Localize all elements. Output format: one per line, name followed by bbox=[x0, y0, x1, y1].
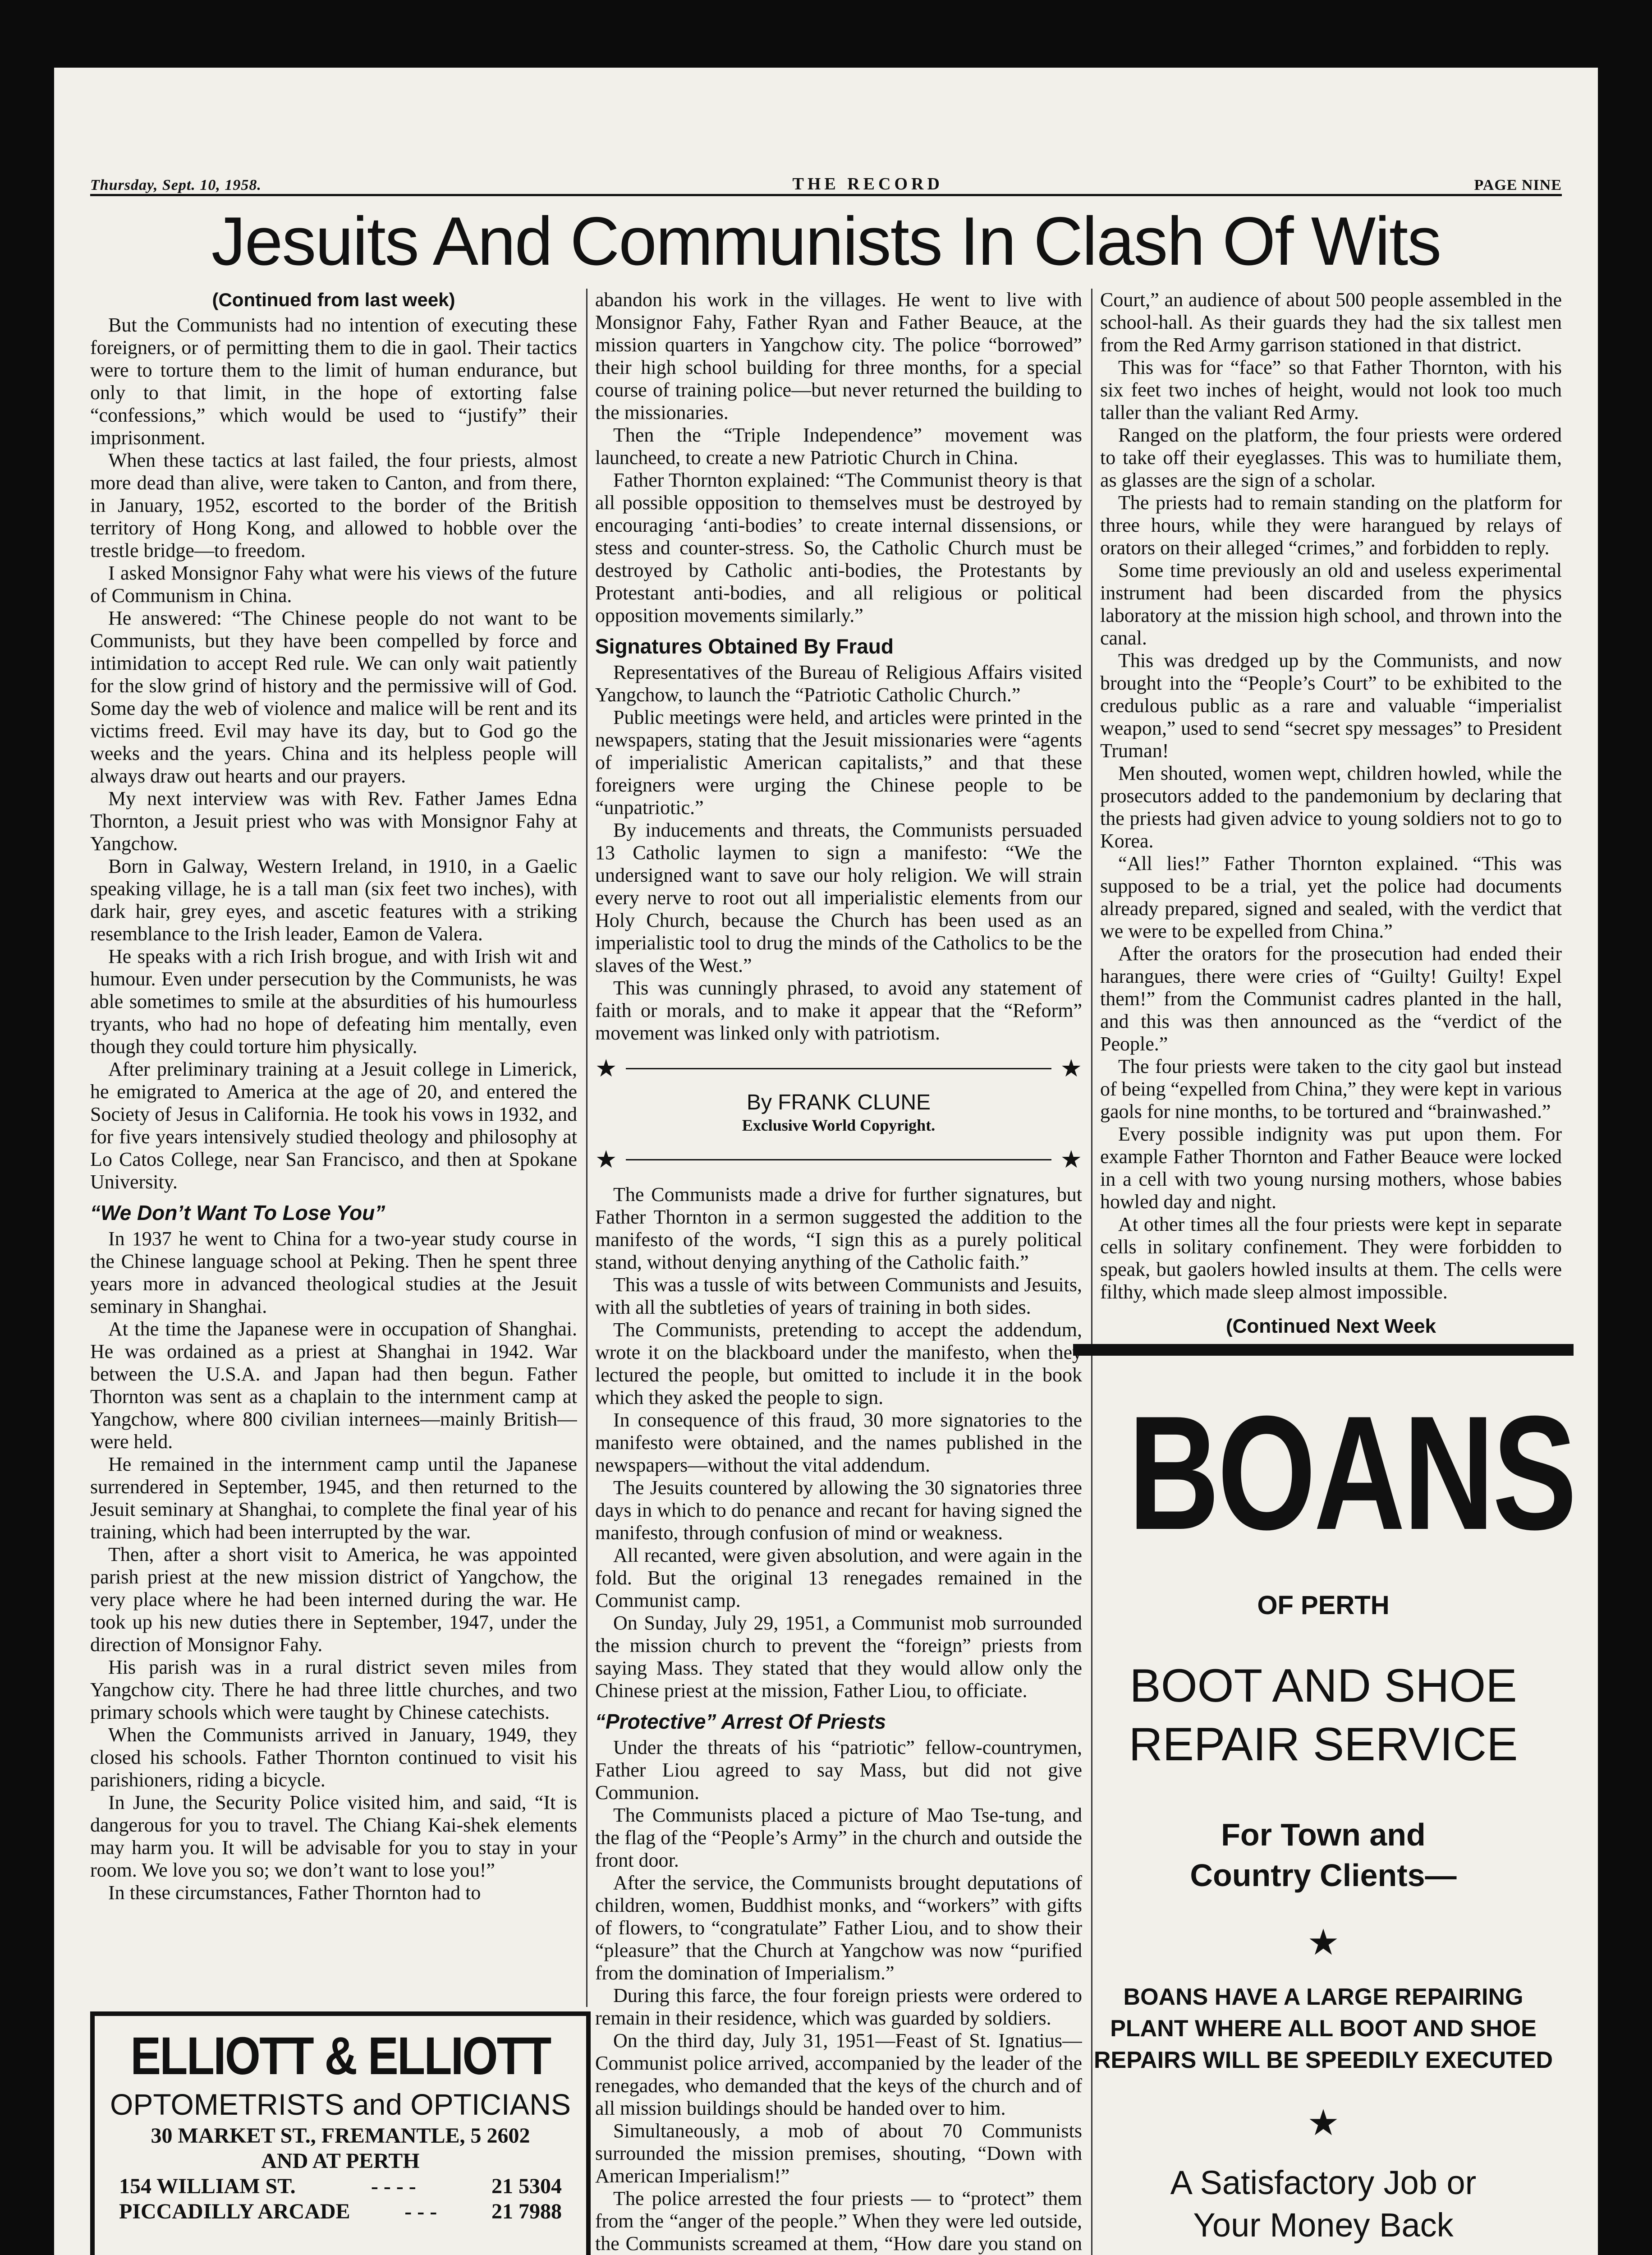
boans-of-perth: OF PERTH bbox=[1257, 1591, 1390, 1620]
subheading: “Protective” Arrest Of Priests bbox=[595, 1710, 886, 1733]
boans-ad bbox=[1073, 1344, 1574, 2255]
byline-box bbox=[595, 1056, 1082, 1172]
paragraph: Men shouted, women wept, children howled, while the prosecutors added to the pandemonium by declaring that the priests had given advice to young soldiers not to go to Korea. bbox=[1100, 762, 1562, 852]
paragraph: This was for “face” so that Father Thornton, with his six feet two inches of height, would not look too much taller than the valiant Red Army. bbox=[1100, 356, 1562, 423]
paragraph: Court,” an audience of about 500 people assembled in the school-hall. As their guards they had the six tallest men from the Red Army garrison stationed in that district. bbox=[1100, 289, 1562, 356]
paragraph: He answered: “The Chinese people do not want to be Communists, but they have been compelled by force and intimidation to accept Red rule. We can only wait patiently for the slow grind of history and the permissive will of God. Some day the web of violence and malice will be rent and its victims freed. Evil may have its day, but to God go the weeks and the years. China and its helpless people will always draw out hearts and our prayers. bbox=[90, 607, 577, 787]
headline: Jesuits And Communists In Clash Of Wits bbox=[211, 203, 1441, 280]
boans-plant-line: BOANS HAVE A LARGE REPAIRING bbox=[1123, 1984, 1524, 2010]
boans-clients-line: For Town and bbox=[1221, 1817, 1426, 1852]
continued-from: (Continued from last week) bbox=[212, 289, 455, 310]
boans-clients-line: Country Clients— bbox=[1190, 1858, 1457, 1893]
paragraph: In 1937 he went to China for a two-year study course in the Chinese language school at Peking. Then he spent three years more in advanced theological studies at the Jesuit seminary in Shanghai. bbox=[90, 1228, 577, 1317]
paragraph: After the orators for the prosecution had ended their harangues, there were cries of “Guilty! Guilty! Expel them!” from the Communist cadres planted in the hall, and this was then announced as the “verdict of the People.” bbox=[1100, 943, 1562, 1055]
paragraph: The Communists placed a picture of Mao Tse-tung, and the flag of the “People’s Army” in the church and outside the front door. bbox=[595, 1804, 1082, 1871]
branch-phone: 21 7988 bbox=[491, 2200, 562, 2223]
paragraph: Simultaneously, a mob of about 70 Communists surrounded the mission premises, shouting, “Down with American Imperialism!” bbox=[595, 2120, 1082, 2187]
star-icon: ★ bbox=[1307, 2103, 1340, 2143]
paragraph: The police arrested the four priests — to “protect” them from the “anger of the people.” When they were led outside, the Communists screamed at them, “How dare you stand on bbox=[595, 2187, 1082, 2255]
continued-next-week: (Continued Next Week bbox=[1225, 1315, 1436, 1337]
paragraph: Then the “Triple Independence” movement was launcheed, to create a new Patriotic Church in China. bbox=[595, 424, 1082, 469]
elliott-address: 30 MARKET ST., FREMANTLE, 5 2602 bbox=[151, 2124, 530, 2148]
star-icon: ★ bbox=[1060, 1055, 1082, 1082]
star-icon: ★ bbox=[1060, 1146, 1082, 1173]
branch-phone: 21 5304 bbox=[491, 2174, 562, 2198]
paragraph: Father Thornton explained: “The Communist theory is that all possible opposition to themselves must be destroyed by encouraging ‘anti-bodies’ to create internal dissensions, or stess and counter-stress. So, the Catholic Church must be destroyed by Catholic anti-bodies, the Protestants by Protestant anti-bodies, and all religious or political opposition movements similarly.” bbox=[595, 469, 1082, 626]
paragraph: Then, after a short visit to America, he was appointed parish priest at the new mission district of Yangchow, the very place where he had been interned during the war. He took up his new duties there in September, 1947, under the direction of Monsignor Fahy. bbox=[90, 1543, 577, 1656]
paragraph: Under the threats of his “patriotic” fellow-countrymen, Father Liou agreed to say Mass, but did not give Communion. bbox=[595, 1736, 1082, 1804]
boans-plant-line: PLANT WHERE ALL BOOT AND SHOE bbox=[1110, 2016, 1537, 2042]
paragraph: All recanted, were given absolution, and were again in the fold. But the original 13 renegades remained in the Communist camp. bbox=[595, 1544, 1082, 1611]
elliott-branch-row bbox=[95, 2174, 586, 2199]
paragraph: I asked Monsignor Fahy what were his views of the future of Communism in China. bbox=[90, 562, 577, 607]
paragraph: “All lies!” Father Thornton explained. “This was supposed to be a trial, yet the police had documents already prepared, signed and sealed, with the verdict that we were to be expelled from China.” bbox=[1100, 852, 1562, 942]
paragraph: Public meetings were held, and articles were printed in the newspapers, stating that the Jesuit missionaries were “agents of imperialistic American capitalists,” and that these foreigners were urging the Chinese people to be “unpatriotic.” bbox=[595, 706, 1082, 819]
paragraph: abandon his work in the villages. He went to live with Monsignor Fahy, Father Ryan and Father Beauce, at the mission quarters in Yangchow city. The police “borrowed” their high school building for three months, for a special course of training police—but never returned the building to the missionaries. bbox=[595, 289, 1082, 423]
paragraph: This was dredged up by the Communists, and now brought into the “People’s Court” to be exhibited to the credulous public as a rare and valuable “imperialist weapon,” used to send “secret spy messages” to President Truman! bbox=[1100, 649, 1562, 762]
paragraph: This was a tussle of wits between Communists and Jesuits, with all the subtleties of years of training in both sides. bbox=[595, 1274, 1082, 1318]
paragraph: When these tactics at last failed, the four priests, almost more dead than alive, were taken to Canton, and from there, in January, 1952, escorted to the border of the British territory of Hong Kong, and allowed to hobble over the trestle bridge—to freedom. bbox=[90, 449, 577, 561]
boans-guarantee-line: Your Money Back bbox=[1193, 2206, 1454, 2244]
branch-name: PICCADILLY ARCADE bbox=[119, 2200, 350, 2223]
elliott-ad bbox=[90, 2011, 591, 2255]
paragraph: After the service, the Communists brought deputations of children, women, Buddhist monks, and “workers” with gifts of flowers, to “congratulate” Father Liou, and to show their “pleasure” that the Church at Yangchow was now “purified from the domination of Imperialism.” bbox=[595, 1872, 1082, 1984]
paragraph: At other times all the four priests were kept in separate cells in solitary confinement. They were forbidden to speak, but gaolers howled insults at them. The cells were filthy, which made sleep almost impossible. bbox=[1100, 1213, 1562, 1303]
paragraph: In June, the Security Police visited him, and said, “It is dangerous for you to travel. The Chiang Kai-shek elements may harm you. It will be advisable for you to stay in your room. We love you so; we don’t want to lose you!” bbox=[90, 1791, 577, 1881]
paragraph: He remained in the internment camp until the Japanese surrendered in September, 1945, and then returned to the Jesuit seminary at Shanghai, to complete the final year of his training, which had been interrupted by the war. bbox=[90, 1453, 577, 1543]
boans-logo: BOANS bbox=[1128, 1382, 1575, 1564]
paragraph: Every possible indignity was put upon them. For example Father Thornton and Father Beauce were locked in a cell with two young nursing mothers, whose babies howled day and night. bbox=[1100, 1123, 1562, 1213]
article-column-3 bbox=[1100, 289, 1562, 1461]
running-head bbox=[90, 175, 1562, 196]
paper-name: THE RECORD bbox=[792, 175, 943, 193]
paragraph: Ranged on the platform, the four priests were ordered to take off their eyeglasses. This was to humiliate them, as glasses are the sign of a scholar. bbox=[1100, 424, 1562, 491]
issue-date: Thursday, Sept. 10, 1958. bbox=[90, 177, 262, 193]
paragraph: He speaks with a rich Irish brogue, and with Irish wit and humour. Even under persecution by the Communists, he was able sometimes to smile at the absurdities of his humourless tryants, who had no hope of defeating him mentally, even though they could torture him physically. bbox=[90, 945, 577, 1058]
paragraph: On Sunday, July 29, 1951, a Communist mob surrounded the mission church to prevent the “foreign” priests from saying Mass. They stated that they would allow only the Chinese priest at the mission, Father Liou, to officiate. bbox=[595, 1612, 1082, 1702]
byline-copyright: Exclusive World Copyright. bbox=[742, 1116, 936, 1134]
subheading: Signatures Obtained By Fraud bbox=[595, 635, 894, 658]
paragraph: When the Communists arrived in January, 1949, they closed his schools. Father Thornton continued to visit his parishioners, riding a bicycle. bbox=[90, 1724, 577, 1791]
boans-service-line: BOOT AND SHOE bbox=[1129, 1660, 1517, 1712]
paragraph: During this farce, the four foreign priests were ordered to remain in their residence, which was guarded by soldiers. bbox=[595, 1984, 1082, 2029]
newspaper-page bbox=[54, 68, 1598, 2255]
paragraph: After preliminary training at a Jesuit college in Limerick, he emigrated to America at the age of 20, and entered the Society of Jesus in California. He took his vows in 1932, and for five years intensively studied theology and philosophy at Lo Catos College, near San Francisco, and then at Spokane University. bbox=[90, 1058, 577, 1193]
page-number: PAGE NINE bbox=[1474, 177, 1562, 193]
paragraph: On the third day, July 31, 1951—Feast of St. Ignatius—Communist police arrived, accompanied by the leader of the renegades, who demanded that the keys of the church and of all mission buildings should be handed over to him. bbox=[595, 2030, 1082, 2119]
paragraph: In these circumstances, Father Thornton had to bbox=[108, 1882, 481, 1904]
article-column-2 bbox=[595, 289, 1082, 2255]
elliott-address-perth: AND AT PERTH bbox=[261, 2149, 420, 2173]
branch-name: 154 WILLIAM ST. bbox=[119, 2174, 296, 2198]
paragraph: At the time the Japanese were in occupation of Shanghai. He was ordained as a priest at Shanghai in 1942. War between the U.S.A. and Japan had then begun. Father Thornton was sent as a chaplain to the internment camp at Yangchow, where 800 civilian internees—mainly British—were held. bbox=[90, 1318, 577, 1453]
paragraph: The priests had to remain standing on the platform for three hours, while they were harangued by relays of orators on their alleged “crimes,” and forbidden to reply. bbox=[1100, 492, 1562, 559]
paragraph: Representatives of the Bureau of Religious Affairs visited Yangchow, to launch the “Patriotic Catholic Church.” bbox=[595, 661, 1082, 706]
paragraph: This was cunningly phrased, to avoid any statement of faith or morals, and to make it appear that the “Reform” movement was linked only with patriotism. bbox=[595, 977, 1082, 1044]
paragraph: His parish was in a rural district seven miles from Yangchow city. There he had three little churches, and two primary schools which were taught by Chinese catechists. bbox=[90, 1656, 577, 1723]
subheading: “We Don’t Want To Lose You” bbox=[90, 1201, 385, 1224]
elliott-branch-row bbox=[95, 2199, 586, 2224]
column-rule bbox=[586, 289, 587, 2007]
paragraph: But the Communists had no intention of executing these foreigners, or of permitting them to die in gaol. Their tactics were to torture them to the limit of human endurance, but only to that limit, in the hope of extorting false “confessions,” which would be used to “justify” their imprisonment. bbox=[90, 314, 577, 449]
elliott-trade: OPTOMETRISTS and OPTICIANS bbox=[110, 2088, 571, 2121]
star-icon: ★ bbox=[595, 1146, 617, 1173]
paragraph: In consequence of this fraud, 30 more signatories to the manifesto were obtained, and the names published in the newspapers—without the vital addendum. bbox=[595, 1409, 1082, 1476]
paragraph: My next interview was with Rev. Father James Edna Thornton, a Jesuit priest who was with Monsignor Fahy at Yangchow. bbox=[90, 787, 577, 855]
paragraph: The Communists, pretending to accept the addendum, wrote it on the blackboard under the manifesto, when they lectured the people, but omitted to include it in the book which they asked the people to sign. bbox=[595, 1319, 1082, 1408]
paragraph: The four priests were taken to the city gaol but instead of being “expelled from China,” they were kept in various gaols for nine months, to be tortured and “brainwashed.” bbox=[1100, 1055, 1562, 1123]
leader-dashes: - - - bbox=[404, 2200, 437, 2223]
star-icon: ★ bbox=[1307, 1923, 1340, 1963]
article-column-1 bbox=[90, 289, 577, 2007]
paragraph: The Jesuits countered by allowing the 30 signatories three days in which to do penance and recant for having signed the manifesto, through confusion of mind or weakness. bbox=[595, 1477, 1082, 1544]
byline-author: By FRANK CLUNE bbox=[746, 1091, 931, 1114]
boans-service-line: REPAIR SERVICE bbox=[1129, 1718, 1518, 1771]
elliott-name: ELLIOTT & ELLIOTT bbox=[130, 2026, 551, 2086]
divider bbox=[626, 1068, 1051, 1069]
boans-plant-line: REPAIRS WILL BE SPEEDILY EXECUTED bbox=[1093, 2047, 1553, 2073]
paragraph: By inducements and threats, the Communists persuaded 13 Catholic laymen to sign a manifesto: “We the undersigned want to save our holy religion. We will strain every nerve to root out all imperialistic elements from our Holy Church, because the Church has been used as an imperialistic tool to drug the minds of the Catholics to be the slaves of the West.” bbox=[595, 819, 1082, 976]
boans-guarantee-line: A Satisfactory Job or bbox=[1170, 2164, 1477, 2201]
paragraph: Born in Galway, Western Ireland, in 1910, in a Gaelic speaking village, he is a tall man (six feet two inches), with dark hair, grey eyes, and ascetic features with a striking resemblance to the Irish leader, Eamon de Valera. bbox=[90, 855, 577, 945]
leader-dashes: - - - - bbox=[371, 2174, 416, 2198]
divider bbox=[626, 1159, 1051, 1160]
paragraph: Some time previously an old and useless experimental instrument had been discarded from the physics laboratory at the mission high school, and thrown into the canal. bbox=[1100, 559, 1562, 649]
star-icon: ★ bbox=[595, 1055, 617, 1082]
paragraph: The Communists made a drive for further signatures, but Father Thornton in a sermon suggested the addition to the manifesto of the words, “I sign this as a purely political stand, without denying anything of the Catholic faith.” bbox=[595, 1183, 1082, 1273]
